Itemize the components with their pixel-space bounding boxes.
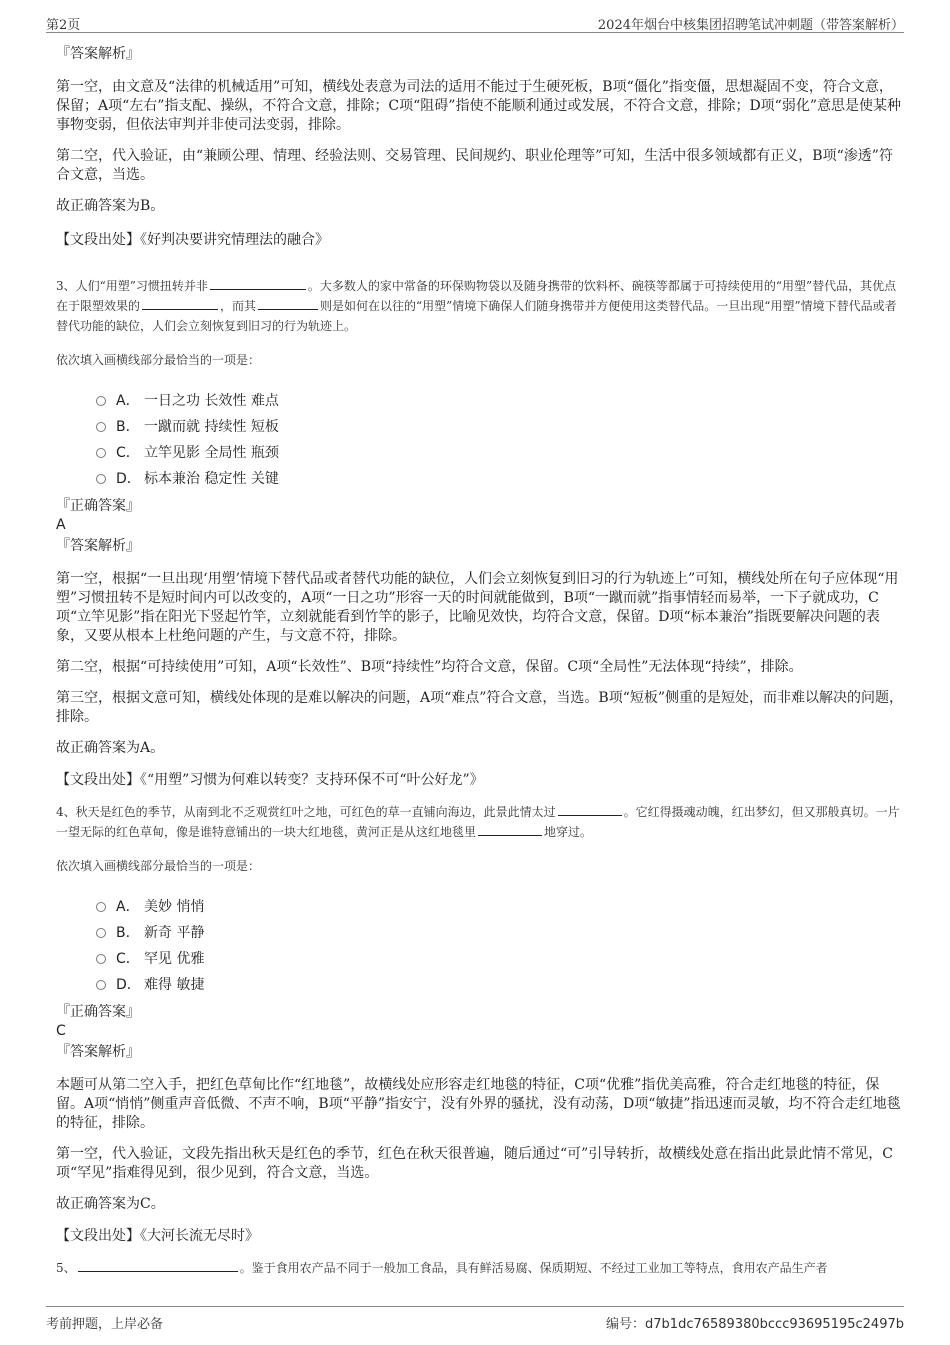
q4-option-b[interactable]: B． 新奇 平静	[96, 920, 904, 946]
document-title: 2024年烟台中核集团招聘笔试冲刺题（带答案解析）	[597, 18, 904, 33]
q2-source: 【文段出处】《好判决要讲究情理法的融合》	[56, 232, 329, 248]
document-code: 编号：d7b1dc76589380bccc93695195c2497b	[606, 1317, 904, 1332]
q2-analysis-p2: 第二空，代入验证，由“兼顾公理、情理、经验法则、交易管理、民间规约、职业伦理等”可知，生活中很多领域都有正义，B项“渗透”符合文意，当选。	[56, 148, 893, 183]
q4-analysis-label: 『答案解析』	[56, 1044, 140, 1060]
radio-icon[interactable]	[96, 954, 106, 964]
q3-analysis-p4: 故正确答案为A。	[56, 740, 165, 756]
q3-option-d[interactable]: D． 标本兼治 稳定性 关键	[96, 466, 904, 492]
q3-stem: 3、人们“用塑”习惯扭转并非 。大多数人的家中常备的环保购物袋以及随身携带的饮料杯、碗筷等都属于可持续使用的“用塑”替代品，其优点在于限塑效果的 ，而其 则是如何在以往的“用塑”情境下确保人们随身携带并方便使用这类替代品。一旦出现“用塑”情境下替代品或者替代功能的缺位，人们会立刻恢复到旧习的行为轨迹上。	[56, 279, 897, 333]
footer-slogan: 考前押题，上岸必备	[46, 1317, 164, 1332]
page-header	[46, 10, 904, 33]
radio-icon[interactable]	[96, 902, 106, 912]
q4-analysis-p3: 故正确答案为C。	[56, 1196, 165, 1212]
q3-analysis-label: 『答案解析』	[56, 538, 140, 554]
q3-source: 【文段出处】《“用塑”习惯为何难以转变？支持环保不可“叶公好龙”》	[56, 772, 484, 788]
radio-icon[interactable]	[96, 928, 106, 938]
radio-icon[interactable]	[96, 396, 106, 406]
radio-icon[interactable]	[96, 448, 106, 458]
q4-instruction: 依次填入画横线部分最恰当的一项是：	[56, 859, 261, 873]
q3-analysis-p3: 第三空，根据文意可知，横线处体现的是难以解决的问题，A项“难点”符合文意，当选。B项“短板”侧重的是短处，而非难以解决的问题，排除。	[56, 690, 904, 725]
q2-analysis-p3: 故正确答案为B。	[56, 198, 165, 214]
q4-blank-1	[558, 803, 622, 816]
q4-option-c[interactable]: C． 罕见 优雅	[96, 946, 904, 972]
q3-blank-3	[258, 297, 318, 310]
q4-option-a[interactable]: A． 美妙 悄悄	[96, 894, 904, 920]
q4-stem: 4、秋天是红色的季节，从南到北不乏观赏红叶之地，可红色的草一直铺向海边，此景此情太过 。它红得摄魂动魄，红出梦幻，但又那般真切。一片一望无际的红色草甸，像是谁特意铺出的一块大红地毯，黄河正是从这红地毯里 地穿过。	[56, 805, 900, 839]
q5-blank-1	[78, 1259, 238, 1272]
q3-instruction: 依次填入画横线部分最恰当的一项是：	[56, 353, 261, 367]
q2-analysis-p1: 第一空，由文意及“法律的机械适用”可知，横线处表意为司法的适用不能过于生硬死板，B项“僵化”指变僵，思想凝固不变，符合文意，保留；A项“左右”指支配、操纵，不符合文意，排除；C项“阻碍”指使不能顺利通过或发展，不符合文意，排除；D项“弱化”意思是使某种事物变弱，但依法审判并非使司法变弱，排除。	[56, 79, 901, 133]
q4-options	[96, 894, 904, 998]
q3-option-b[interactable]: B． 一蹴而就 持续性 短板	[96, 414, 904, 440]
q3-analysis-p1: 第一空，根据“一旦出现‘用塑’情境下替代品或者替代功能的缺位，人们会立刻恢复到旧习的行为轨迹上”可知，横线处所在句子应体现“用塑”习惯扭转不是短时间内可以改变的，A项“一日之功”形容一天的时间就能做到，B项“一蹴而就”指事情轻而易举，一下子就成功，C项“立竿见影”指在阳光下竖起竹竿，立刻就能看到竹竿的影子，比喻见效快，均符合文意，保留。D项“标本兼治”指既要解决问题的表象，又要从根本上杜绝问题的产生，与文意不符，排除。	[56, 571, 899, 644]
q4-analysis-p2: 第一空，代入验证，文段先指出秋天是红色的季节，红色在秋天很普遍，随后通过“可”引导转折，故横线处意在指出此景此情不常见，C项“罕见”指难得见到，很少见到，符合文意，当选。	[56, 1146, 894, 1181]
q3-options	[96, 388, 904, 492]
q4-source: 【文段出处】《大河长流无尽时》	[56, 1228, 259, 1244]
page-number: 第2页	[46, 18, 81, 33]
q3-option-c[interactable]: C． 立竿见影 全局性 瓶颈	[96, 440, 904, 466]
q3-analysis-p2: 第二空，根据“可持续使用”可知，A项“长效性”、B项“持续性”均符合文意，保留。C项“全局性”无法体现“持续”，排除。	[56, 659, 803, 675]
q4-correct-label: 『正确答案』	[56, 1004, 140, 1020]
radio-icon[interactable]	[96, 422, 106, 432]
page-content	[56, 36, 904, 1278]
q3-blank-1	[210, 277, 306, 290]
q2-analysis-label: 『答案解析』	[56, 46, 140, 62]
q3-option-a[interactable]: A． 一日之功 长效性 难点	[96, 388, 904, 414]
q3-correct-label: 『正确答案』	[56, 498, 140, 514]
page-footer	[46, 1306, 904, 1331]
q3-blank-2	[142, 297, 218, 310]
q4-option-d[interactable]: D． 难得 敏捷	[96, 972, 904, 998]
radio-icon[interactable]	[96, 980, 106, 990]
q3-answer: A	[56, 517, 66, 533]
q4-answer: C	[56, 1023, 66, 1039]
radio-icon[interactable]	[96, 474, 106, 484]
q4-blank-2	[478, 823, 542, 836]
q5-stem: 5、 。鉴于食用农产品不同于一般加工食品，具有鲜活易腐、保质期短、不经过工业加工等特点，食用农产品生产者	[56, 1261, 828, 1275]
q4-analysis-p1: 本题可从第二空入手，把红色草甸比作“红地毯”，故横线处应形容走红地毯的特征，C项“优雅”指优美高雅，符合走红地毯的特征，保留。A项“悄悄”侧重声音低微、不声不响，B项“平静”指安宁，没有外界的骚扰，没有动荡，D项“敏捷”指迅速而灵敏，均不符合走红地毯的特征，排除。	[56, 1077, 901, 1131]
